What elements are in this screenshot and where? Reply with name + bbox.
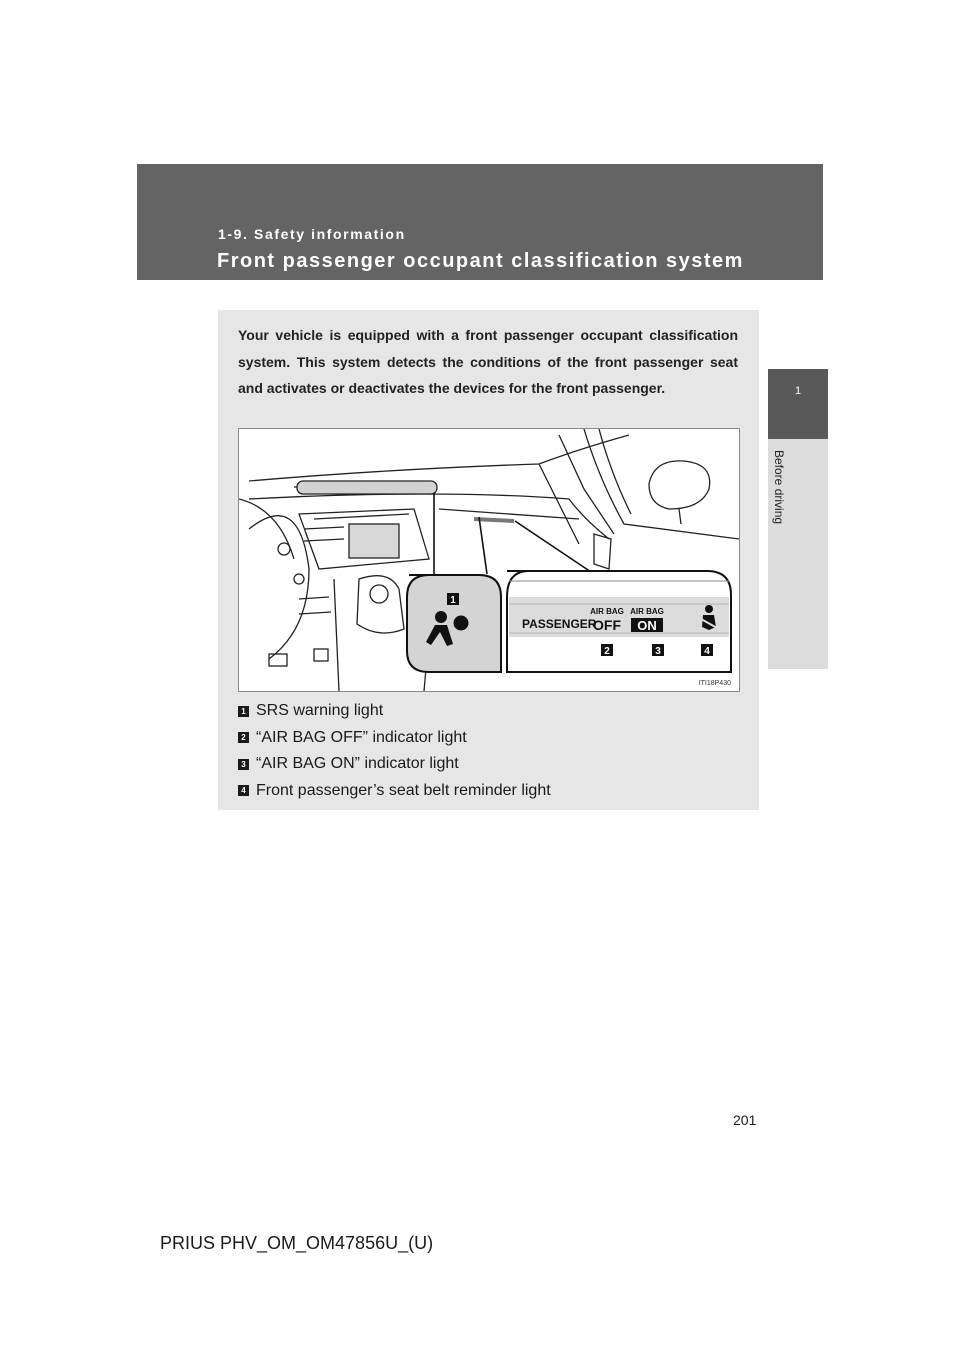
legend-list	[238, 698, 551, 804]
legend-number-badge: 1	[238, 706, 249, 717]
legend-text: Front passenger’s seat belt reminder light	[256, 781, 551, 799]
legend-item	[238, 725, 551, 751]
legend-number-badge: 4	[238, 785, 249, 796]
legend-number-badge: 3	[238, 759, 249, 770]
airbag-off-top-label: AIR BAG	[590, 607, 624, 616]
callout-marker-3-label: 3	[655, 646, 661, 657]
airbag-on-bottom-label: ON	[637, 618, 657, 633]
passenger-label: PASSENGER	[522, 617, 597, 631]
legend-number-badge: 2	[238, 732, 249, 743]
intro-paragraph: Your vehicle is equipped with a front passenger occupant classification system. This system detects the conditions of the front passenger seat and activates or deactivates the devices for the front passenger.	[238, 327, 738, 396]
airbag-on-top-label: AIR BAG	[630, 607, 664, 616]
legend-text: “AIR BAG ON” indicator light	[256, 755, 459, 772]
page-number: 201	[733, 1112, 757, 1128]
chapter-tab	[768, 369, 828, 439]
callout-marker-4-label: 4	[704, 646, 710, 657]
callout-marker-1-label: 1	[450, 595, 456, 606]
dashboard-drawing	[239, 429, 739, 691]
info-box	[218, 310, 759, 810]
legend-item	[238, 778, 551, 804]
legend-item	[238, 751, 551, 777]
figure-code: ITI18P430	[698, 680, 731, 687]
callout-marker-2-label: 2	[604, 646, 610, 657]
document-id: PRIUS PHV_OM_OM47856U_(U)	[160, 1233, 434, 1253]
airbag-off-bottom-label: OFF	[593, 617, 621, 633]
legend-item	[238, 698, 551, 724]
legend-text: “AIR BAG OFF” indicator light	[256, 728, 467, 746]
dashboard-illustration	[238, 428, 740, 692]
legend-text: SRS warning light	[256, 702, 384, 719]
page-title: Front passenger occupant classification system	[217, 250, 744, 272]
section-label: 1-9. Safety information	[218, 226, 406, 242]
chapter-tab-number: 1	[794, 385, 802, 397]
chapter-tab-label: Before driving	[772, 450, 786, 525]
